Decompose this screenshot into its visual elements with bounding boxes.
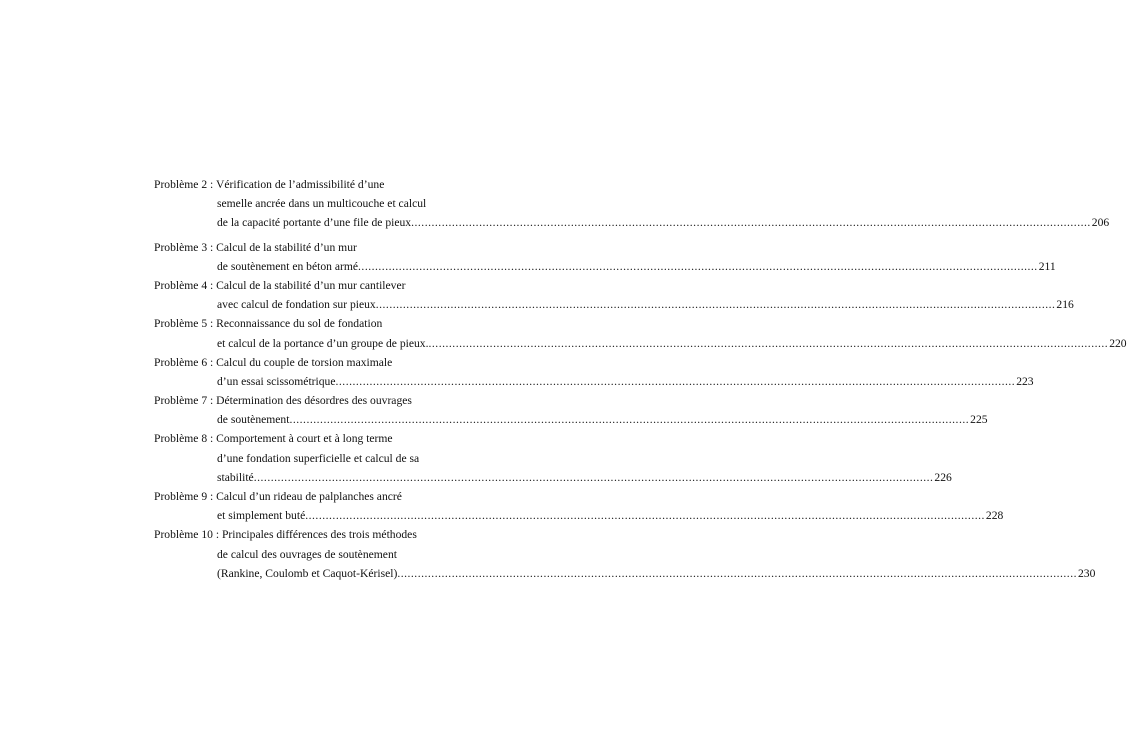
toc-entry-heading [154, 429, 526, 448]
toc-entry-title: Détermination des désordres des ouvrages [216, 394, 412, 408]
toc-entry-last-line [154, 334, 1127, 353]
toc-page-number: 211 [1038, 259, 1056, 273]
toc-entry-last-text: stabilité [217, 470, 254, 484]
toc-entry-heading [154, 276, 526, 295]
toc-page-number: 230 [1078, 566, 1096, 580]
toc-entry-title: Calcul de la stabilité d’un mur cantilever [216, 278, 406, 292]
toc-entry-continuation: semelle ancrée dans un multicouche et calcul [217, 197, 427, 211]
toc-entry-last-line [154, 506, 1004, 525]
toc-entry-probleme-2[interactable] [154, 175, 1110, 233]
toc-page-number: 228 [985, 509, 1004, 523]
toc-entry-heading [154, 238, 526, 257]
toc-entry-title: Calcul du couple de torsion maximale [216, 355, 393, 369]
toc-leader-dots: ........................................................................................................................................................................................................ [375, 298, 1056, 312]
toc-page-number: 220 [1109, 336, 1127, 350]
toc-leader-dots: ........................................................................................................................................................................................................ [253, 470, 934, 484]
toc-entry-last-line [154, 410, 988, 429]
toc-page-number: 223 [1016, 374, 1034, 388]
toc-leader-dots: ........................................................................................................................................................................................................ [428, 336, 1109, 350]
toc-entry-label: Problème 3 : [154, 240, 214, 254]
toc-entry-probleme-9[interactable] [154, 487, 1004, 525]
toc-entry-last-line [154, 468, 952, 487]
toc-entry-last-text: de la capacité portante d’une file de pieux [217, 216, 412, 230]
toc-page-number: 226 [934, 470, 952, 484]
toc-leader-dots: ........................................................................................................................................................................................................ [289, 413, 970, 427]
toc-entry-last-text: (Rankine, Coulomb et Caquot-Kérisel) [217, 566, 398, 580]
toc-entry-label: Problème 6 : [154, 355, 214, 369]
toc-leader-dots: ........................................................................................................................................................................................................ [397, 566, 1077, 580]
table-of-contents [154, 175, 1127, 583]
toc-leader-dots: ........................................................................................................................................................................................................ [411, 216, 1091, 230]
toc-entry-last-line [154, 295, 1074, 314]
toc-entry-heading [154, 175, 526, 194]
toc-entry-last-text: de soutènement [217, 413, 290, 427]
toc-entry-last-line [154, 213, 1110, 232]
toc-entry-last-text: et simplement buté [217, 509, 306, 523]
toc-entry-probleme-5[interactable] [154, 314, 1127, 352]
toc-entry-label: Problème 4 : [154, 278, 214, 292]
toc-entry-last-text: avec calcul de fondation sur pieux [217, 298, 376, 312]
toc-entry-last-text: de soutènement en béton armé [217, 259, 359, 273]
toc-entry-label: Problème 5 : [154, 317, 214, 331]
toc-entry-title: Reconnaissance du sol de fondation [216, 317, 383, 331]
toc-entry-probleme-4[interactable] [154, 276, 1074, 314]
toc-entry-heading [154, 525, 526, 544]
toc-entry-probleme-6[interactable] [154, 353, 1034, 391]
toc-leader-dots: ........................................................................................................................................................................................................ [358, 259, 1038, 273]
toc-entry-title: Comportement à court et à long terme [216, 432, 393, 446]
toc-entry-label: Problème 10 : [154, 528, 220, 542]
toc-entry-probleme-10[interactable] [154, 525, 1096, 583]
toc-entry-heading [154, 314, 526, 333]
toc-leader-dots: ........................................................................................................................................................................................................ [335, 374, 1016, 388]
toc-entry-label: Problème 9 : [154, 490, 214, 503]
toc-entry-heading [154, 487, 526, 506]
toc-leader-dots: ........................................................................................................................................................................................................ [305, 509, 985, 523]
toc-entry-heading [154, 353, 526, 372]
toc-entry-last-line [154, 372, 1034, 391]
toc-entry-label: Problème 2 : [154, 178, 214, 191]
toc-entry-last-line [154, 564, 1096, 583]
toc-entry-continuation: d’une fondation superficielle et calcul de sa [217, 451, 420, 465]
toc-entry-last-text: et calcul de la portance d’un groupe de pieux. [217, 336, 429, 350]
toc-entry-title: Calcul de la stabilité d’un mur [216, 240, 357, 254]
toc-entry-last-line [154, 257, 1056, 276]
toc-entry-probleme-7[interactable] [154, 391, 988, 429]
toc-entry-label: Problème 7 : [154, 394, 214, 408]
toc-entry-title: Calcul d’un rideau de palplanches ancré [216, 490, 402, 503]
toc-page-number: 206 [1091, 216, 1110, 230]
toc-entry-probleme-3[interactable] [154, 238, 1056, 276]
toc-entry-probleme-8[interactable] [154, 429, 952, 487]
toc-entry-heading [154, 391, 526, 410]
toc-entry-title: Vérification de l’admissibilité d’une [215, 178, 385, 191]
toc-entry-continuation: de calcul des ouvrages de soutènement [217, 547, 397, 561]
toc-entry-last-text: d’un essai scissométrique [217, 374, 336, 388]
toc-entry-label: Problème 8 : [154, 432, 214, 446]
toc-page-number: 216 [1056, 298, 1074, 312]
toc-entry-title: Principales différences des trois méthodes [221, 528, 417, 542]
toc-page-number: 225 [970, 413, 988, 427]
